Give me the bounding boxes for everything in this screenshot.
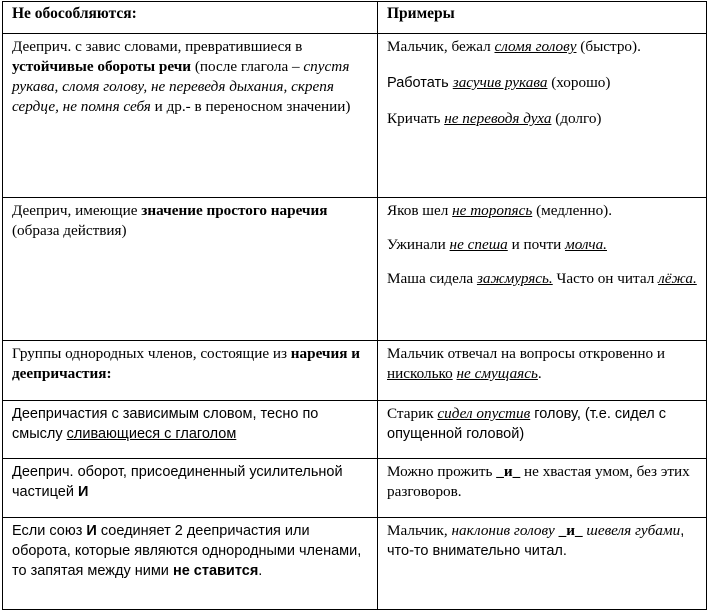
- table-row: [3, 518, 707, 610]
- rule-text: и др.- в переносном значении): [150, 98, 351, 115]
- rule-bold: И: [77, 484, 89, 500]
- example-text: Мальчик,: [387, 522, 452, 539]
- table-row: [3, 401, 707, 459]
- example-particle: _и_: [496, 463, 521, 480]
- rule-bold: значение простого наречия: [141, 202, 328, 219]
- rule-text: Деепричастия с зависимым словом, тесно по смыслу: [12, 406, 319, 442]
- rule-bold: И: [86, 523, 97, 539]
- example-text: .: [537, 365, 542, 382]
- example-text: (быстро).: [576, 38, 641, 55]
- example-text: (хорошо): [547, 74, 611, 91]
- rule-text: Если союз: [12, 523, 87, 539]
- rule-text: соединяет 2 деепричастия или оборота, которые являются однородными членами, то запятая между ними: [12, 523, 362, 579]
- example-phrase: лёжа.: [658, 270, 697, 287]
- example-text: голову, (т.е. сидел с опущенной головой): [387, 406, 667, 442]
- table-row: [3, 341, 707, 401]
- example-text: и почти: [507, 236, 566, 253]
- example-text: (долго): [551, 110, 602, 127]
- example-cell: [378, 401, 707, 459]
- example-phrase: не смущаясь: [456, 365, 538, 382]
- rule-bold: наречия и деепричастия:: [12, 345, 361, 382]
- table-header-row: [3, 2, 707, 34]
- example-text: Яков шел: [387, 202, 453, 219]
- example-phrase: не торопясь: [452, 202, 533, 219]
- rule-text: (образа действия): [12, 222, 127, 239]
- header-cell-rules: Не обособляются:: [3, 2, 378, 34]
- rule-bold: не ставится: [172, 563, 259, 579]
- table-row: [3, 34, 707, 198]
- example-text: (медленно).: [532, 202, 613, 219]
- example-text: Можно прожить: [387, 463, 497, 480]
- table-row: [3, 459, 707, 518]
- rules-table: [2, 1, 707, 610]
- example-cell: [378, 518, 707, 610]
- table-row: [3, 198, 707, 341]
- example-phrase: засучив рукава: [452, 74, 548, 91]
- example-phrase: зажмурясь.: [476, 270, 553, 287]
- rule-cell: [3, 198, 378, 341]
- rule-text: Дееприч. с завис словами, превратившиеся в: [12, 38, 303, 55]
- example-text: Маша сидела: [387, 270, 477, 287]
- rule-cell: [3, 341, 378, 401]
- rule-cell: [3, 34, 378, 198]
- example-text: , что-то внимательно читал.: [387, 523, 685, 559]
- example-text: не хвастая умом, без этих разговоров.: [387, 463, 690, 500]
- example-cell: [378, 34, 707, 198]
- example-text: Мальчик, бежал: [387, 38, 495, 55]
- rule-cell: [3, 518, 378, 610]
- header-cell-examples: Примеры: [378, 2, 707, 34]
- example-text: Работать: [387, 75, 453, 91]
- example-cell: [378, 341, 707, 401]
- example-cell: [378, 198, 707, 341]
- example-particle: _и_: [558, 522, 583, 539]
- rule-text: Дееприч, имеющие: [12, 202, 142, 219]
- example-text: Ужинали: [387, 236, 450, 253]
- example-phrase: наклонив голову: [451, 522, 555, 539]
- rule-bold: устойчивые обороты речи: [12, 58, 192, 75]
- rule-text: .: [258, 563, 263, 579]
- example-phrase: не переводя духа: [444, 110, 552, 127]
- example-text: Кричать: [387, 110, 445, 127]
- example-cell: [378, 459, 707, 518]
- example-phrase: сидел опустив: [437, 405, 531, 422]
- example-phrase: сломя голову: [494, 38, 577, 55]
- example-phrase: шевеля губами: [586, 522, 681, 539]
- rule-text: Дееприч. оборот, присоединенный усилительной частицей: [12, 464, 343, 500]
- rule-cell: [3, 459, 378, 518]
- example-text: Мальчик отвечал на вопросы откровенно и: [387, 345, 665, 362]
- rule-text: Группы однородных членов, состоящие из: [12, 345, 291, 362]
- rule-text: (после глагола –: [191, 58, 304, 75]
- rule-underlined: сливающиеся с глаголом: [66, 426, 237, 442]
- rule-cell: [3, 401, 378, 459]
- example-phrase: не спеша: [449, 236, 508, 253]
- example-phrase: нисколько: [387, 365, 453, 382]
- example-phrase: молча.: [565, 236, 607, 253]
- example-text: Часто он читал: [552, 270, 659, 287]
- rule-italic: спустя рукава, сломя голову, не переведя дыхания, скрепя сердце, не помня себя: [12, 58, 350, 115]
- example-text: Старик: [387, 405, 438, 422]
